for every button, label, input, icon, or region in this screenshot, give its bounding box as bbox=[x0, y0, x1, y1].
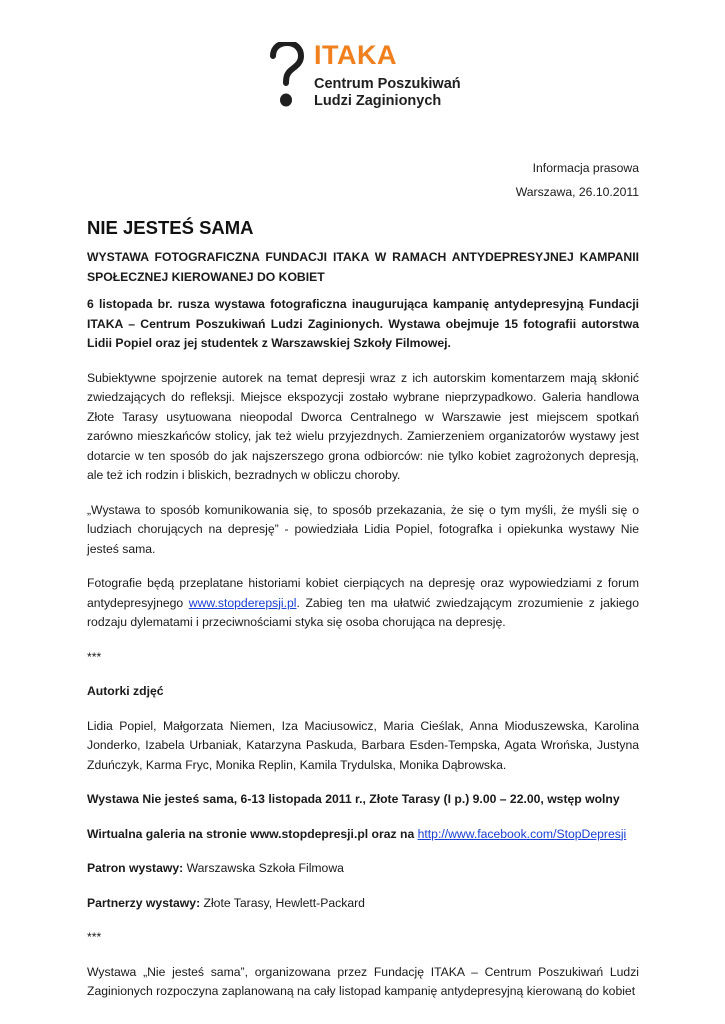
logo-subtitle-line1: Centrum Poszukiwań bbox=[314, 76, 461, 92]
facebook-link[interactable]: http://www.facebook.com/StopDepresji bbox=[417, 826, 627, 841]
virtual-gallery-text: Wirtualna galeria na stronie www.stopdepresji.pl oraz na bbox=[87, 826, 418, 841]
patron-label: Patron wystawy: bbox=[87, 861, 184, 875]
event-info: Wystawa Nie jesteś sama, 6-13 listopada 2011 r., Złote Tarasy (I p.) 9.00 – 22.00, wstęp wolny bbox=[87, 792, 620, 806]
partners-line bbox=[87, 894, 639, 914]
partners-label: Partnerzy wystawy: bbox=[87, 895, 201, 910]
separator-2: *** bbox=[87, 930, 102, 944]
body-paragraph-1: Subiektywne spojrzenie autorek na temat depresji wraz z ich autorskim komentarzem mają skłonić zwiedzających do refleksji. Miejsce ekspozycji zostało wybrane nieprzypadkowo. Galeria handlowa Złote Tarasy usytuowana nieopodal Dworca Centralnego w Warszawie jest miejscem spotkań zarówno mieszkańców stolicy, jak też wielu przyjezdnych. Zamierzeniem organizatorów wystawy jest dotarcie w ten sposób do jak najszerszego grona odbiorców: nie tylko kobiet zagrożonych depresją, ale też ich rodzin i bliskich, bezradnych w obliczu choroby. bbox=[87, 370, 639, 482]
press-release-date: Warszawa, 26.10.2011 bbox=[515, 184, 639, 199]
logo-subtitle-line2: Ludzi Zaginionych bbox=[314, 93, 442, 109]
document-title: NIE JESTEŚ SAMA bbox=[87, 217, 254, 238]
forum-link[interactable]: www.stopderepsji.pl bbox=[188, 595, 297, 610]
patron-line bbox=[87, 859, 639, 879]
logo-brand-text: ITAKA bbox=[314, 40, 397, 70]
closing-paragraph: Wystawa „Nie jesteś sama”, organizowana przez Fundację ITAKA – Centrum Poszukiwań Ludzi Zaginionych rozpoczyna zaplanowaną na cały listopad kampanię antydepresyjną kierowaną do kobiet bbox=[87, 964, 639, 998]
document-body bbox=[87, 155, 639, 1002]
paragraph-text-after-link: . Zabieg ten ma ułatwić zwiedzającym zrozumienie z jakiego rodzaju dylematami i przeciwnościami styka się osoba chorująca na depresję. bbox=[87, 595, 639, 629]
quote-paragraph: „Wystawa to sposób komunikowania się, to sposób przekazania, że się o tym myśli, że myśli się o ludziach chorujących na depresję” - powiedziała Lidia Popiel, fotografka i opiekunka wystawy Nie jesteś sama. bbox=[87, 502, 639, 556]
question-mark-logo-icon bbox=[268, 42, 304, 110]
virtual-gallery-line bbox=[87, 825, 639, 845]
partners-value: Złote Tarasy, Hewlett-Packard bbox=[200, 895, 365, 910]
patron-value: Warszawska Szkoła Filmowa bbox=[183, 861, 344, 875]
body-paragraph-3 bbox=[87, 574, 639, 633]
document-subtitle: WYSTAWA FOTOGRAFICZNA FUNDACJI ITAKA W RAMACH ANTYDEPRESYJNEJ KAMPANII SPOŁECZNEJ KIEROWANEJ DO KOBIET bbox=[87, 250, 639, 284]
authors-heading: Autorki zdjęć bbox=[87, 684, 164, 698]
press-release-label: Informacja prasowa bbox=[532, 161, 639, 175]
paragraph-text-before-link: Fotografie będą przeplatane historiami kobiet cierpiących na depresję oraz wypowiedziami z forum antydepresyjnego bbox=[87, 576, 639, 610]
itaka-logo bbox=[268, 42, 468, 112]
lead-paragraph: 6 listopada br. rusza wystawa fotograficzna inaugurująca kampanię antydepresyjną Fundacji ITAKA – Centrum Poszukiwań Ludzi Zaginionych. Wystawa obejmuje 15 fotografii autorstwa Lidii Popiel oraz jej studentek z Warszawskiej Szkoły Filmowej. bbox=[87, 297, 639, 350]
authors-list: Lidia Popiel, Małgorzata Niemen, Iza Maciusowicz, Maria Cieślak, Anna Mioduszewska, Karolina Jonderko, Izabela Urbaniak, Katarzyna Paskuda, Barbara Esden-Tempska, Agata Wrońska, Justyna Zduńczyk, Karma Fryc, Monika Replin, Kamila Trydulska, Monika Dąbrowska. bbox=[87, 718, 639, 772]
separator: *** bbox=[87, 649, 102, 664]
